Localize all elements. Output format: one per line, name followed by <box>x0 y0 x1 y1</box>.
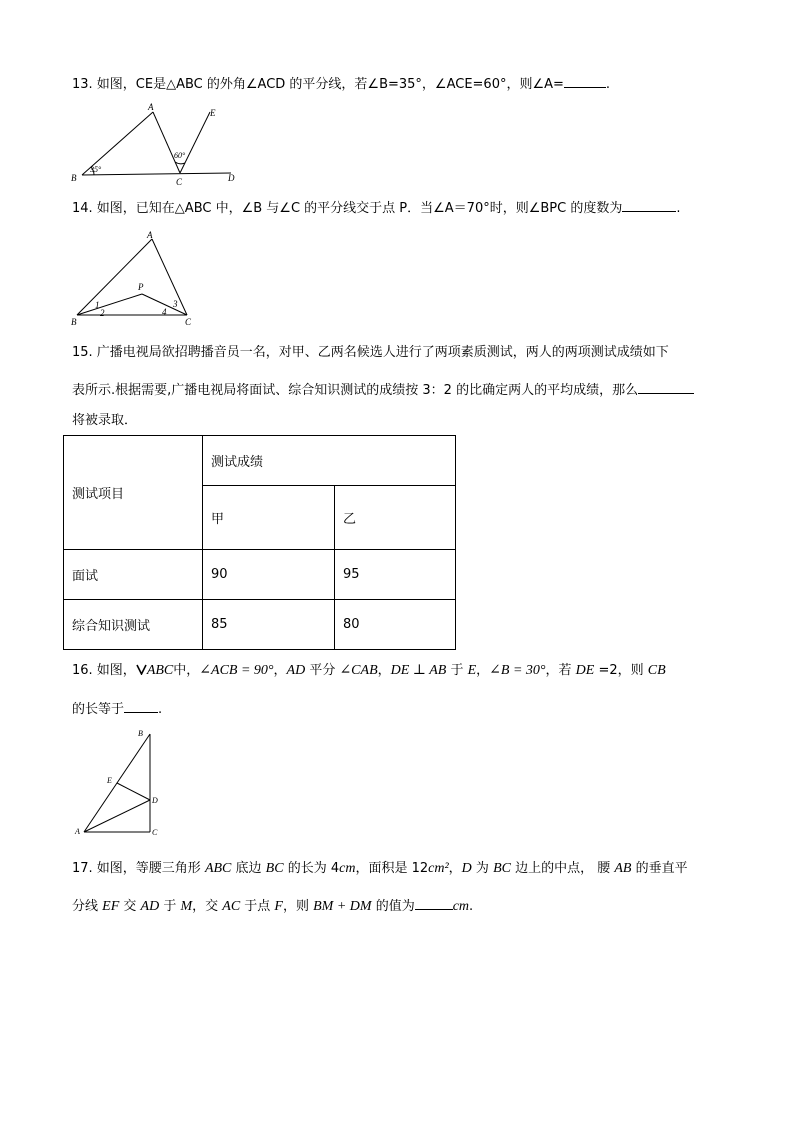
q14-label-1: 1 <box>95 300 100 310</box>
q13-answer-blank[interactable] <box>564 73 606 88</box>
q14-label-3: 3 <box>173 299 178 309</box>
q14-label-a: A <box>147 230 153 240</box>
q17-bc: BC <box>265 861 284 876</box>
q17-p2: 底边 <box>231 861 266 876</box>
q15-line3: 将被录取． <box>72 413 138 428</box>
q15-header-yi: 乙 <box>335 486 456 550</box>
q17-line2 <box>72 895 473 917</box>
q15-answer-blank[interactable] <box>638 379 694 394</box>
q17-abc: ABC <box>204 861 232 876</box>
q17-p6: 为 <box>471 861 494 876</box>
q16-line1 <box>72 661 666 681</box>
q16-label-b: B <box>138 729 143 738</box>
q17-l2f: ，则 <box>282 899 314 914</box>
q16-figure <box>72 728 172 840</box>
q17-bc2: BC <box>493 861 511 876</box>
q17-p7: 边上的中点， 腰 <box>510 861 615 876</box>
q13-figure <box>66 100 246 190</box>
q15-row-yi: 95 <box>335 550 456 600</box>
q17-p4: ，面积是 12 <box>355 861 429 876</box>
q16-num: 16. 如图， <box>72 663 136 678</box>
q16-c2: ， <box>377 663 391 678</box>
q16-split: 平分 <box>305 663 340 678</box>
q14-side-ac <box>152 239 187 315</box>
q17-p3: 的长为 4 <box>283 861 340 876</box>
q13-end: . <box>605 77 611 92</box>
q17-bmdm: BM + DM <box>313 899 372 914</box>
q15-header-jia: 甲 <box>203 486 335 550</box>
q13-text: 13. 如图，CE是△ABC 的外角∠ACD 的平分线，若∠B=35°，∠ACE=60°，则∠A= <box>72 77 564 92</box>
q17-m: M <box>180 899 193 914</box>
q17-d: D <box>461 861 472 876</box>
q17-l2e: 于点 <box>240 899 275 914</box>
q17-cm2: cm² <box>428 861 449 876</box>
q17-cm: cm <box>339 861 356 876</box>
q17-unit: cm <box>452 899 470 914</box>
q16-mid1: 中， <box>173 663 200 678</box>
q16-cb: CB <box>647 663 666 678</box>
table-row <box>64 550 456 600</box>
q17-f: F <box>274 899 283 914</box>
q17-ac: AC <box>222 899 241 914</box>
q15-row-jia: 85 <box>203 600 335 650</box>
q14-text-line <box>72 197 681 219</box>
q17-ad: AD <box>140 899 160 914</box>
q16-segment-ad <box>84 800 150 832</box>
q17-l2d: ，交 <box>192 899 223 914</box>
q15-header-item: 测试项目 <box>64 436 203 550</box>
q17-p8: 的垂直平 <box>631 861 688 876</box>
q13-label-c: C <box>176 177 183 187</box>
q13-text-line <box>72 73 610 95</box>
q16-end: . <box>158 702 163 717</box>
q16-de: DE <box>575 663 595 678</box>
q16-label-d: D <box>152 796 158 805</box>
q16-c3: ， <box>476 663 490 678</box>
q13-ray-ce <box>180 112 210 173</box>
q16-tri: ABC <box>146 663 174 678</box>
q16-line2-text: 的长等于 <box>72 702 125 717</box>
q16-cab: ∠CAB <box>339 663 378 678</box>
q15-score-table <box>63 435 456 650</box>
q15-row-label: 面试 <box>64 550 203 600</box>
q16-label-c: C <box>152 828 158 837</box>
q16-yu: 于 <box>446 663 468 678</box>
q13-angle-b: 35° <box>90 165 102 174</box>
q15-line2 <box>72 379 694 401</box>
q14-label-c: C <box>185 317 192 327</box>
q15-row-yi: 80 <box>335 600 456 650</box>
q13-side-ac <box>153 112 180 173</box>
q17-l2g: 的值为 <box>371 899 415 914</box>
q15-line1: 15. 广播电视局欲招聘播音员一名，对甲、乙两名候选人进行了两项素质测试，两人的两项测试成绩如下 <box>72 345 669 360</box>
q16-label-a: A <box>75 827 80 836</box>
table-row <box>64 600 456 650</box>
q17-ef: EF <box>102 899 120 914</box>
q15-row-jia: 90 <box>203 550 335 600</box>
right-triangle-icon <box>136 664 147 675</box>
q16-ad: AD <box>286 663 306 678</box>
q13-arc-ace <box>175 162 185 164</box>
q16-line2 <box>72 698 162 720</box>
q16-b30: ∠B = 30° <box>489 663 546 678</box>
q14-figure <box>68 228 204 328</box>
q17-p1: 17. 如图，等腰三角形 <box>72 861 205 876</box>
q14-answer-blank[interactable] <box>622 197 676 212</box>
q16-ruo: ，若 <box>545 663 576 678</box>
q15-line2-text: 表所示.根据需要,广播电视局将面试、综合知识测试的成绩按 3：2 的比确定两人的平均成绩，那么 <box>72 383 639 398</box>
q15-header-score: 测试成绩 <box>203 436 456 486</box>
q13-label-d: D <box>228 173 235 183</box>
q15-row-label: 综合知识测试 <box>64 600 203 650</box>
q16-answer-blank[interactable] <box>124 698 158 713</box>
q16-c1: ， <box>273 663 287 678</box>
q14-label-p: P <box>138 282 144 292</box>
q13-label-e: E <box>210 108 216 118</box>
q14-end: . <box>676 201 681 216</box>
q17-l2b: 交 <box>119 899 141 914</box>
q16-segment-de <box>117 783 150 800</box>
q16-label-e: E <box>107 776 112 785</box>
q17-l2c: 于 <box>159 899 181 914</box>
q13-label-a: A <box>148 102 154 112</box>
q17-ab: AB <box>614 861 632 876</box>
q13-line-bd <box>82 173 231 175</box>
q17-p5: ， <box>448 861 462 876</box>
q14-label-b: B <box>71 317 77 327</box>
q13-label-b: B <box>71 173 77 183</box>
q14-label-4: 4 <box>162 307 167 317</box>
q16-acb: ∠ACB = 90° <box>199 663 274 678</box>
q17-l2a: 分线 <box>72 899 103 914</box>
q17-answer-blank[interactable] <box>415 895 453 910</box>
q14-label-2: 2 <box>100 308 105 318</box>
q16-e: E <box>467 663 477 678</box>
q17-end: . <box>469 899 474 914</box>
q13-angle-ace: 60° <box>174 151 186 160</box>
q16-eq2: =2，则 <box>594 663 648 678</box>
q16-deab: DE ⊥ AB <box>390 663 447 678</box>
q17-line1 <box>72 859 688 879</box>
q14-side-ab <box>77 239 152 315</box>
q14-text: 14. 如图，已知在△ABC 中，∠B 与∠C 的平分线交于点 P．当∠A＝70°时，则∠BPC 的度数为 <box>72 201 623 216</box>
